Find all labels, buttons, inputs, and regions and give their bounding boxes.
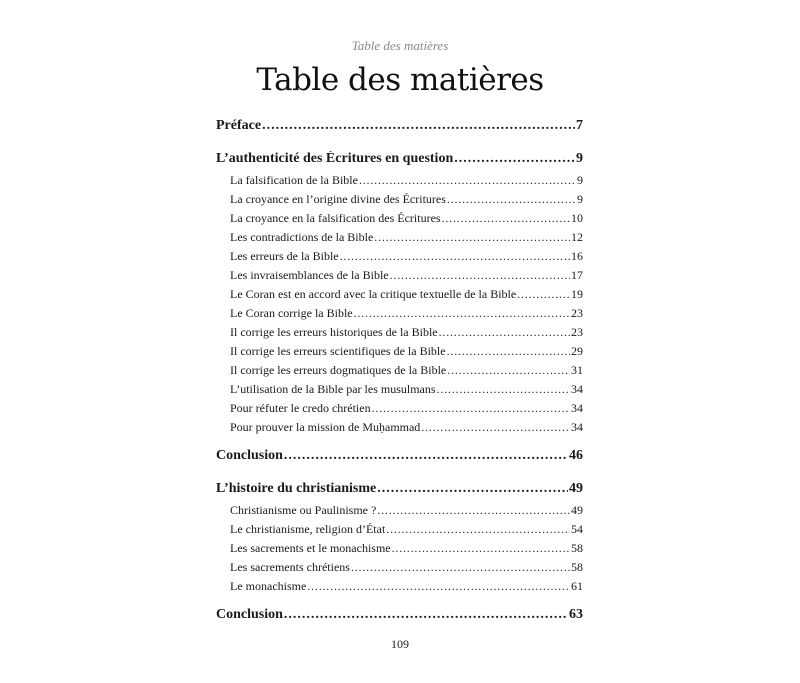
toc-subentry-page: 17 [571,268,583,282]
toc-subentry-page: 23 [571,306,583,320]
toc-leader-dots [386,522,570,537]
running-head: Table des matières [351,38,449,53]
toc-leader-dots [284,607,568,623]
toc-leader-dots [262,118,575,134]
toc-entry-page: 46 [569,448,583,463]
toc-subentry-label: Il corrige les erreurs scientifiques de la Bible [230,344,446,358]
toc-subentry-label: Il corrige les erreurs dogmatiques de la Bible [230,363,447,377]
toc-subentry [216,211,583,230]
toc-leader-dots [377,481,568,497]
toc-entry-label: Conclusion [216,448,283,463]
toc-leader-dots [377,503,570,518]
toc-leader-dots [390,268,570,283]
toc-subentry [216,363,583,382]
toc-subentry-label: Le christianisme, religion d’État [230,522,386,536]
toc-entry-section [216,481,583,503]
toc-leader-dots [421,420,570,435]
toc-entry-label: L’histoire du christianisme [216,481,377,496]
toc-subentry-page: 58 [571,541,583,555]
toc-subentry [216,173,583,192]
toc-subentry [216,541,583,560]
toc-leader-dots [517,287,570,302]
toc-entry-page: 9 [576,151,583,166]
toc-subentry-label: Il corrige les erreurs historiques de la Bible [230,325,438,339]
toc-subentry-page: 9 [577,173,583,187]
toc-leader-dots [447,192,576,207]
toc-subentry-label: L’utilisation de la Bible par les musulmans [230,382,436,396]
toc-subentry-page: 61 [571,579,583,593]
toc-subentry-label: Les sacrements et le monachisme [230,541,391,555]
toc-subentry-page: 34 [571,401,583,415]
toc-subentry-label: La croyance en la falsification des Écritures [230,211,441,225]
toc-leader-dots [351,560,570,575]
toc-leader-dots [447,363,570,378]
toc-subentry [216,287,583,306]
toc-subentry [216,325,583,344]
toc-entry-label: Conclusion [216,607,283,622]
toc-subentry-page: 34 [571,420,583,434]
toc-entry-page: 7 [576,118,583,133]
toc-subentry [216,560,583,579]
toc-entry-preface [216,118,583,140]
toc-subentry-label: Pour prouver la mission de Muḥammad [230,420,421,434]
toc-subentry [216,579,583,598]
toc-subentry-page: 34 [571,382,583,396]
toc-subentry-page: 29 [571,344,583,358]
toc-leader-dots [372,401,570,416]
toc-subentry [216,230,583,249]
toc-subentry-label: La falsification de la Bible [230,173,358,187]
toc-subentry-page: 12 [571,230,583,244]
toc-subentry-page: 9 [577,192,583,206]
toc-subentry-page: 31 [571,363,583,377]
toc-subentry [216,344,583,363]
toc-entry-section [216,151,583,173]
toc-leader-dots [442,211,570,226]
toc-subentry [216,382,583,401]
toc-leader-dots [354,306,570,321]
toc-leader-dots [359,173,576,188]
table-of-contents [216,118,583,629]
toc-subentry-label: Les contradictions de la Bible [230,230,374,244]
toc-leader-dots [392,541,570,556]
toc-subentry [216,522,583,541]
toc-subentry-label: Les invraisemblances de la Bible [230,268,389,282]
toc-subentry-page: 16 [571,249,583,263]
toc-subentry-page: 10 [571,211,583,225]
toc-subentry-page: 49 [571,503,583,517]
toc-leader-dots [307,579,570,594]
toc-subentry [216,249,583,268]
toc-subentry [216,401,583,420]
toc-subentry-label: Les erreurs de la Bible [230,249,339,263]
toc-leader-dots [340,249,570,264]
toc-entry-conclusion [216,607,583,629]
toc-leader-dots [447,344,570,359]
toc-subentry-label: La croyance en l’origine divine des Écritures [230,192,446,206]
toc-leader-dots [439,325,570,340]
toc-entry-conclusion [216,448,583,470]
toc-subentry-page: 58 [571,560,583,574]
toc-entry-page: 63 [569,607,583,622]
toc-leader-dots [437,382,570,397]
toc-subentry-label: Les sacrements chrétiens [230,560,350,574]
toc-subentry-page: 54 [571,522,583,536]
page-number: 109 [391,637,409,651]
toc-subentry [216,268,583,287]
toc-entry-page: 49 [569,481,583,496]
toc-subentry-label: Christianisme ou Paulinisme ? [230,503,377,517]
toc-leader-dots [284,448,568,464]
toc-subentry [216,420,583,439]
toc-entry-label: Préface [216,118,262,133]
toc-subentry-label: Le Coran est en accord avec la critique textuelle de la Bible [230,287,517,301]
toc-subentry [216,503,583,522]
toc-subentry-label: Le monachisme [230,579,307,593]
toc-leader-dots [454,151,575,167]
toc-subentry [216,192,583,211]
toc-subentry-page: 19 [571,287,583,301]
toc-subentry-label: Pour réfuter le credo chrétien [230,401,371,415]
page-title: Table des matières [256,62,544,98]
toc-subentry [216,306,583,325]
toc-subentry-label: Le Coran corrige la Bible [230,306,353,320]
toc-entry-label: L’authenticité des Écritures en question [216,151,454,166]
toc-leader-dots [374,230,570,245]
toc-subentry-page: 23 [571,325,583,339]
